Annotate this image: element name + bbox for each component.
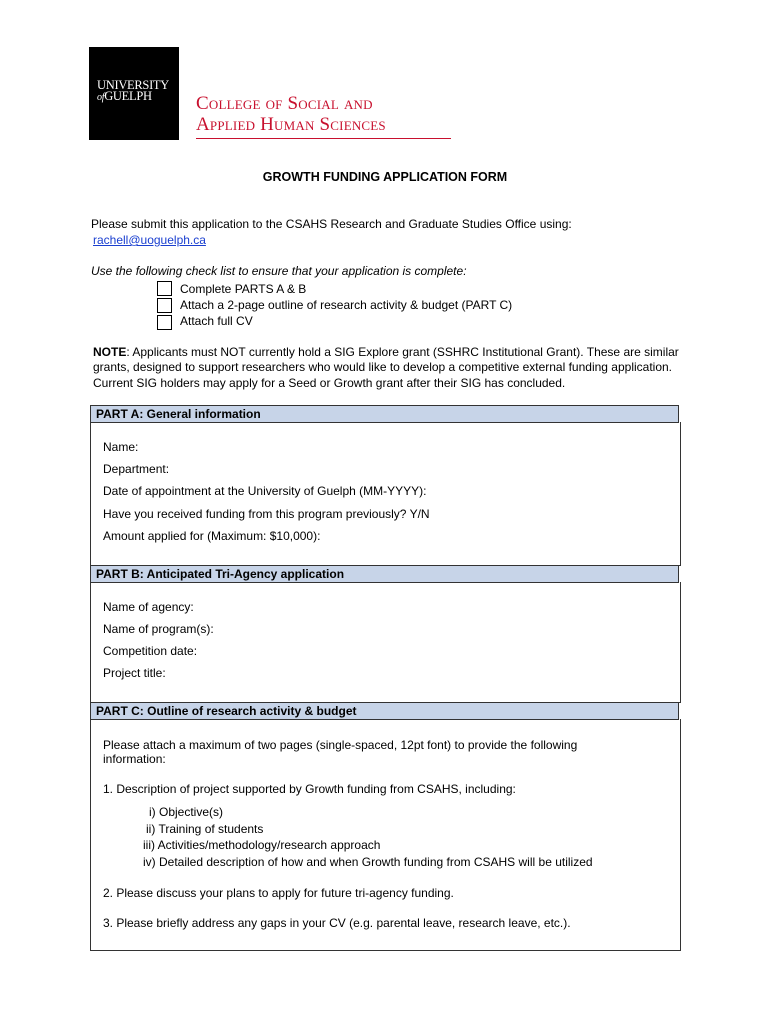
part-c-item-1: 1. Description of project supported by Growth funding from CSAHS, including: — [103, 782, 516, 796]
field-program-name: Name of program(s): — [103, 622, 214, 636]
checklist-instruction: Use the following check list to ensure that your application is complete: — [91, 264, 467, 278]
checklist-item-1: Complete PARTS A & B — [180, 282, 307, 296]
field-previous-funding: Have you received funding from this program previously? Y/N — [103, 507, 430, 521]
part-c-subitem-4: iv) Detailed description of how and when Growth funding from CSAHS will be utilized — [143, 855, 593, 869]
part-c-item-3: 3. Please briefly address any gaps in your CV (e.g. parental leave, research leave, etc.). — [103, 916, 571, 930]
form-title: GROWTH FUNDING APPLICATION FORM — [262, 170, 508, 184]
intro-text: Please submit this application to the CSAHS Research and Graduate Studies Office using: — [91, 217, 572, 231]
field-amount-applied: Amount applied for (Maximum: $10,000): — [103, 529, 321, 543]
logo-guelph-text: ofGUELPH — [97, 89, 152, 103]
college-underline — [196, 138, 451, 139]
checklist-checkbox-2[interactable] — [157, 298, 172, 313]
part-c-subitem-1: i) Objective(s) — [149, 805, 224, 819]
logo-university-text: UNIVERSITY — [97, 78, 169, 92]
checklist-item-3: Attach full CV — [180, 314, 253, 328]
part-c-header: PART C: Outline of research activity & budget — [90, 702, 679, 720]
note-paragraph — [93, 345, 683, 391]
note-text: : Applicants must NOT currently hold a SIG Explore grant (SSHRC Institutional Grant). These are similar grants, designed to support researchers who would like to develop a competitive external funding application. Current SIG holders may apply for a Seed or Growth grant after their SIG has concluded. — [93, 345, 679, 390]
checklist-checkbox-1[interactable] — [157, 281, 172, 296]
checklist-item-2: Attach a 2-page outline of research activity & budget (PART C) — [180, 298, 513, 312]
email-link[interactable]: rachell@uoguelph.ca — [93, 233, 206, 247]
university-of-guelph-logo — [89, 47, 179, 140]
part-b-header: PART B: Anticipated Tri-Agency application — [90, 565, 679, 583]
field-department: Department: — [103, 462, 170, 476]
college-name-line2: Applied Human Sciences — [196, 114, 386, 135]
college-name-line1: College of Social and — [196, 93, 373, 114]
note-label: NOTE — [93, 345, 127, 359]
part-c-subitem-2: ii) Training of students — [146, 822, 264, 836]
part-a-header: PART A: General information — [90, 405, 679, 423]
field-agency-name: Name of agency: — [103, 600, 194, 614]
college-name — [196, 93, 386, 135]
field-name: Name: — [103, 440, 139, 454]
field-competition-date: Competition date: — [103, 644, 198, 658]
part-c-item-2: 2. Please discuss your plans to apply for future tri-agency funding. — [103, 886, 454, 900]
part-c-intro-line2: information: — [103, 752, 166, 766]
checklist-checkbox-3[interactable] — [157, 315, 172, 330]
part-c-intro-line1: Please attach a maximum of two pages (single-spaced, 12pt font) to provide the following — [103, 738, 578, 752]
part-c-subitem-3: iii) Activities/methodology/research approach — [143, 838, 381, 852]
field-date-of-appointment: Date of appointment at the University of Guelph (MM-YYYY): — [103, 484, 427, 498]
field-project-title: Project title: — [103, 666, 166, 680]
